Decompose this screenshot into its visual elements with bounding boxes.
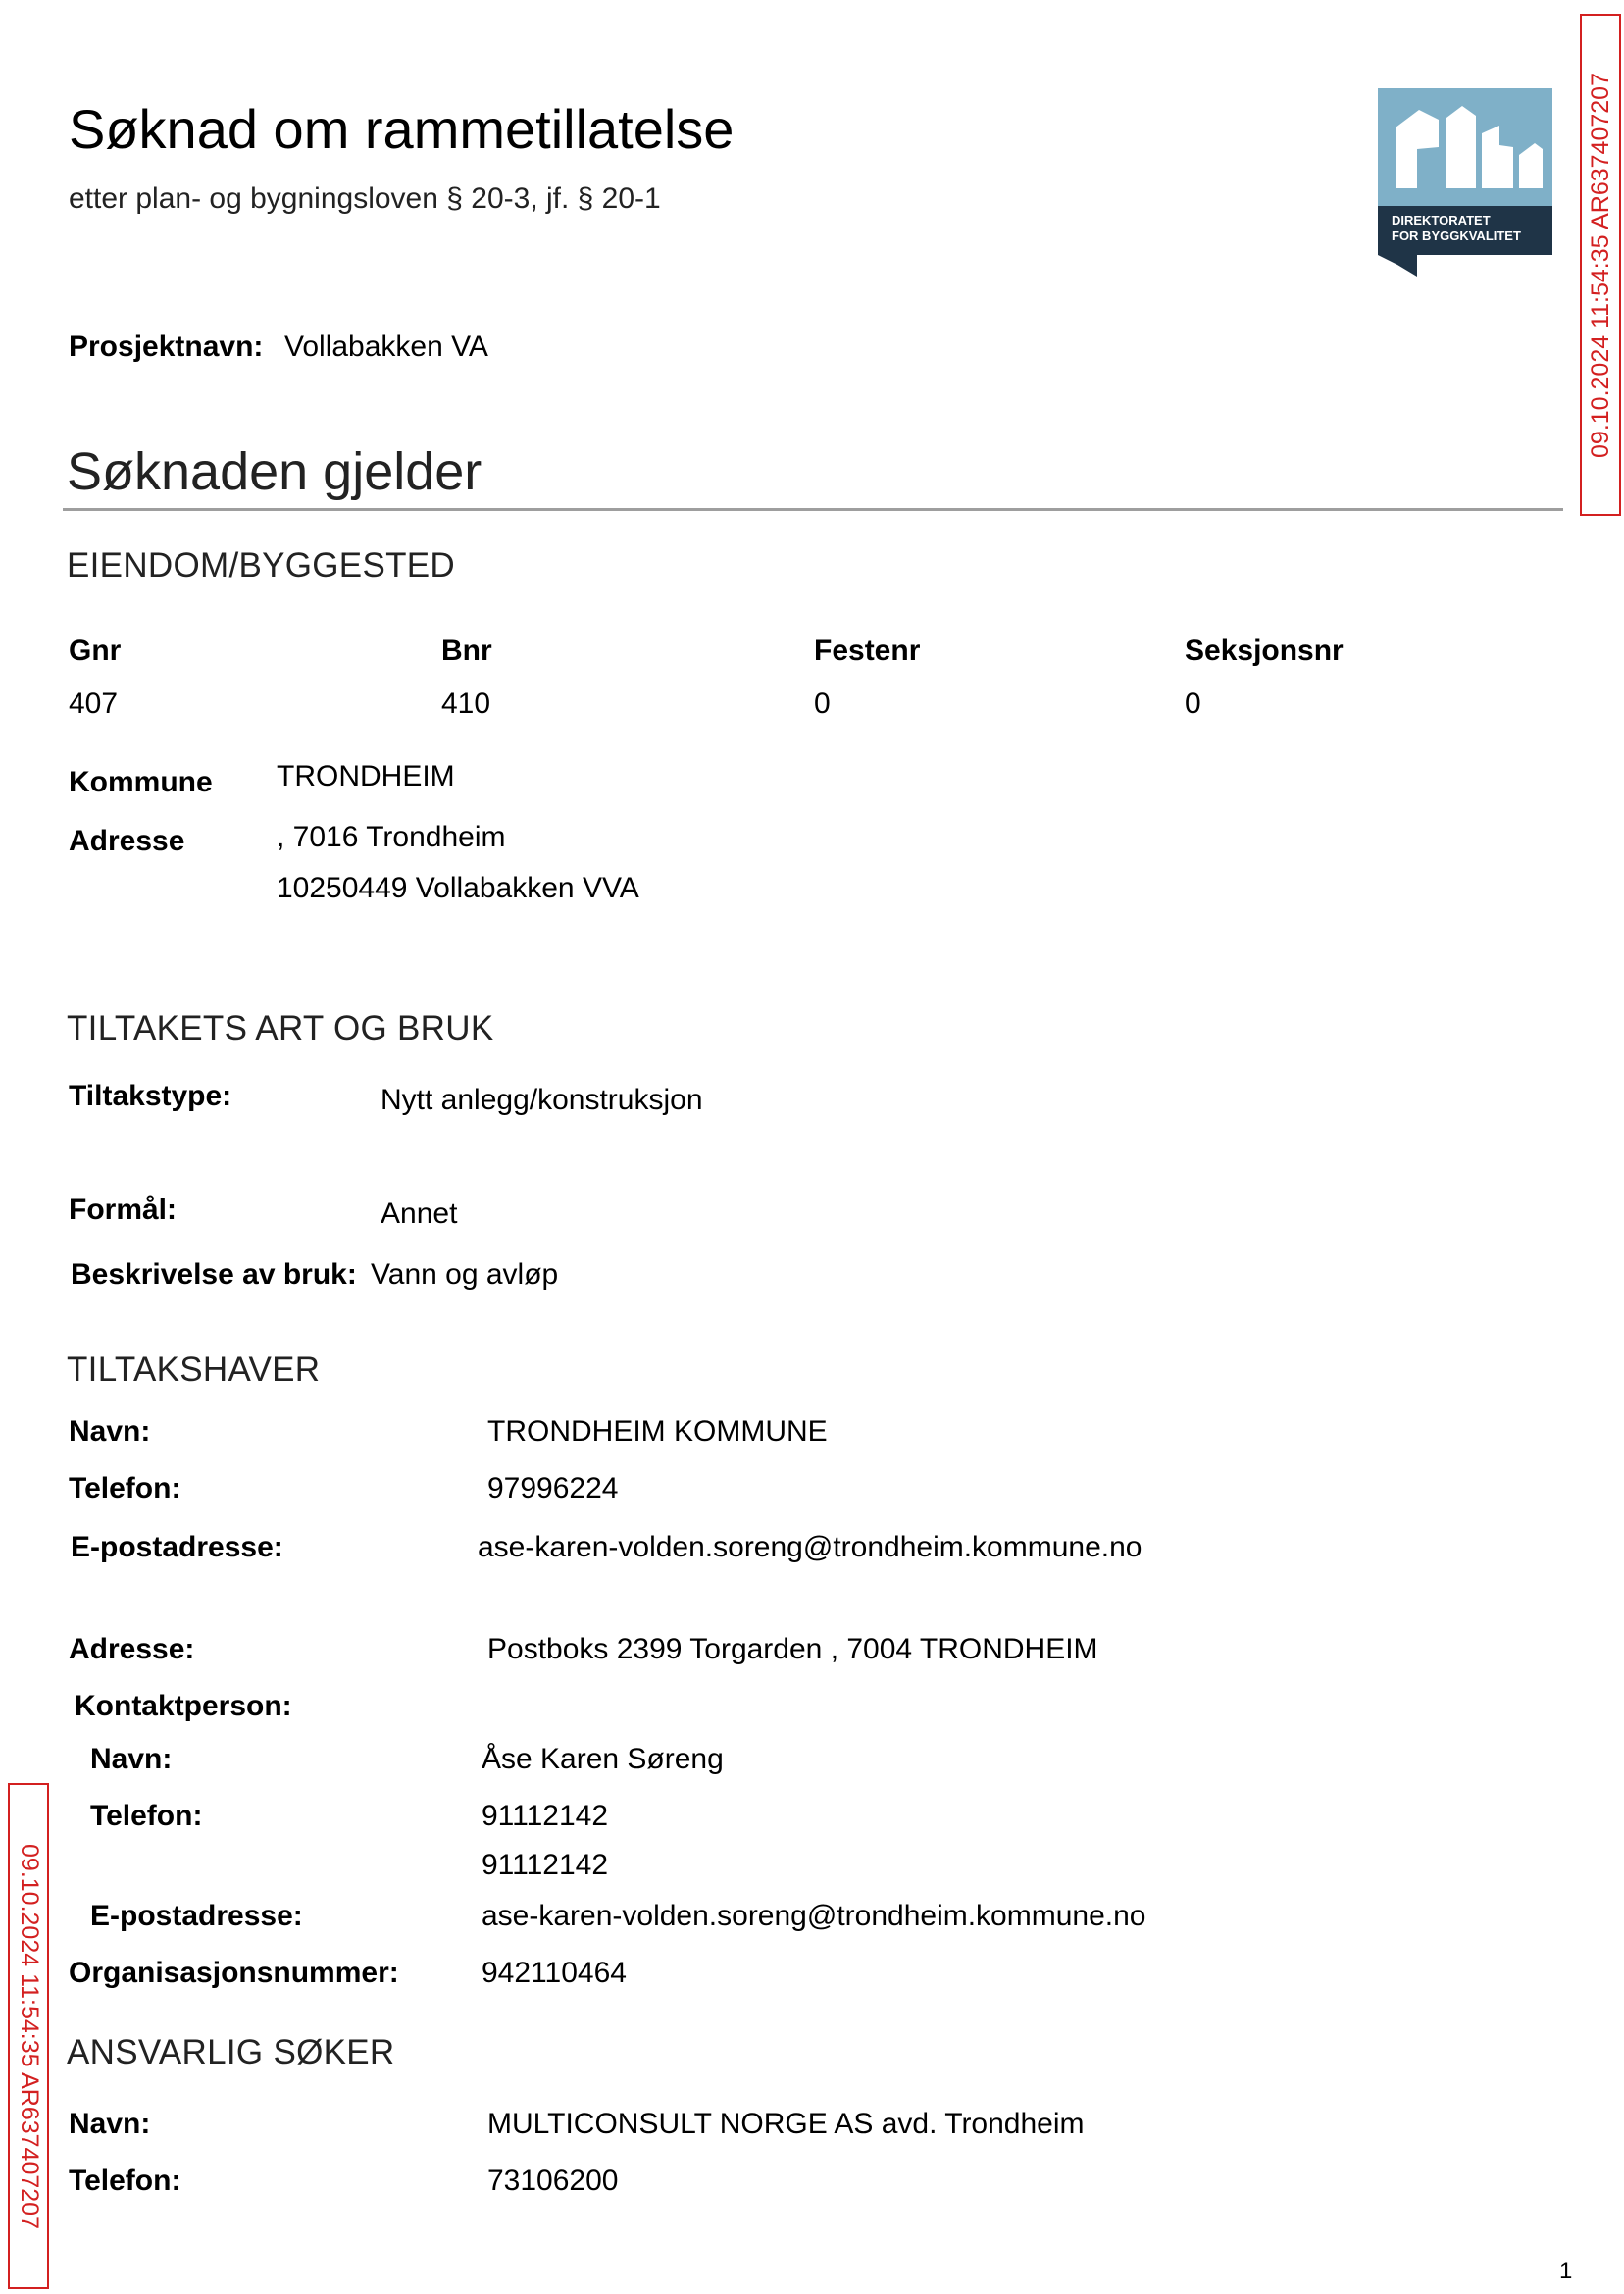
property-heading: EIENDOM/BYGGESTED: [67, 546, 455, 585]
document-subtitle: etter plan- og bygningsloven § 20-3, jf. § 20-1: [69, 182, 661, 215]
adresse-line2: 10250449 Vollabakken VVA: [277, 872, 639, 904]
seksjonsnr-label: Seksjonsnr: [1185, 635, 1344, 667]
festenr-value: 0: [814, 688, 831, 720]
registration-stamp-top: 09.10.2024 11:54:35 AR637407207: [1580, 14, 1621, 516]
ansvarlig-navn-value: MULTICONSULT NORGE AS avd. Trondheim: [487, 2108, 1085, 2140]
kontaktperson-label: Kontaktperson:: [75, 1690, 292, 1722]
project-label: Prosjektnavn:: [69, 331, 264, 363]
dibk-logo: [1378, 88, 1552, 277]
ansvarlig-telefon-label: Telefon:: [69, 2165, 181, 2197]
section-title: Søknaden gjelder: [67, 442, 482, 501]
ansvarlig-heading: ANSVARLIG SØKER: [67, 2033, 395, 2071]
tiltakshaver-adresse-label: Adresse:: [69, 1633, 195, 1665]
gnr-label: Gnr: [69, 635, 122, 667]
tiltakshaver-telefon-value: 97996224: [487, 1472, 619, 1504]
adresse-line1: , 7016 Trondheim: [277, 821, 506, 853]
bruk-value: Vann og avløp: [371, 1258, 559, 1291]
svg-text:DIREKTORATET: DIREKTORATET: [1392, 213, 1491, 228]
festenr-label: Festenr: [814, 635, 921, 667]
kontakt-telefon-value-1: 91112142: [482, 1800, 609, 1832]
orgnr-label: Organisasjonsnummer:: [69, 1957, 399, 1989]
kontakt-telefon-value-2: 91112142: [482, 1849, 609, 1881]
formal-label: Formål:: [69, 1194, 178, 1226]
registration-stamp-left: 09.10.2024 11:54:35 AR637407207: [8, 1783, 49, 2289]
tiltakshaver-navn-label: Navn:: [69, 1415, 151, 1448]
section-divider: [63, 508, 1563, 511]
tiltakstype-label: Tiltakstype:: [69, 1080, 232, 1112]
kontakt-telefon-label: Telefon:: [90, 1800, 203, 1832]
tiltakstype-value: Nytt anlegg/konstruksjon: [381, 1084, 703, 1116]
seksjonsnr-value: 0: [1185, 688, 1201, 720]
document-title: Søknad om rammetillatelse: [69, 98, 735, 160]
tiltakshaver-navn-value: TRONDHEIM KOMMUNE: [487, 1415, 828, 1448]
kontakt-navn-label: Navn:: [90, 1743, 173, 1775]
ansvarlig-telefon-value: 73106200: [487, 2165, 619, 2197]
tiltak-heading: TILTAKETS ART OG BRUK: [67, 1009, 494, 1047]
adresse-label: Adresse: [69, 825, 185, 857]
kommune-value: TRONDHEIM: [277, 760, 455, 792]
kommune-label: Kommune: [69, 766, 213, 798]
tiltakshaver-epost-label: E-postadresse:: [71, 1531, 283, 1563]
bnr-value: 410: [441, 688, 491, 720]
dibk-logo-icon: [1378, 88, 1552, 277]
kontakt-navn-value: Åse Karen Søreng: [482, 1743, 724, 1775]
page-number: 1: [1559, 2258, 1573, 2284]
bruk-label: Beskrivelse av bruk:: [71, 1258, 357, 1291]
gnr-value: 407: [69, 688, 119, 720]
tiltakshaver-heading: TILTAKSHAVER: [67, 1351, 321, 1389]
project-value: Vollabakken VA: [284, 331, 488, 363]
bnr-label: Bnr: [441, 635, 492, 667]
orgnr-value: 942110464: [482, 1957, 627, 1989]
tiltakshaver-epost-value: ase-karen-volden.soreng@trondheim.kommune.no: [478, 1531, 1142, 1563]
svg-text:FOR BYGGKVALITET: FOR BYGGKVALITET: [1392, 229, 1521, 243]
formal-value: Annet: [381, 1198, 458, 1230]
kontakt-epost-label: E-postadresse:: [90, 1900, 303, 1932]
tiltakshaver-adresse-value: Postboks 2399 Torgarden , 7004 TRONDHEIM: [487, 1633, 1098, 1665]
kontakt-epost-value: ase-karen-volden.soreng@trondheim.kommune.no: [482, 1900, 1146, 1932]
ansvarlig-navn-label: Navn:: [69, 2108, 151, 2140]
tiltakshaver-telefon-label: Telefon:: [69, 1472, 181, 1504]
